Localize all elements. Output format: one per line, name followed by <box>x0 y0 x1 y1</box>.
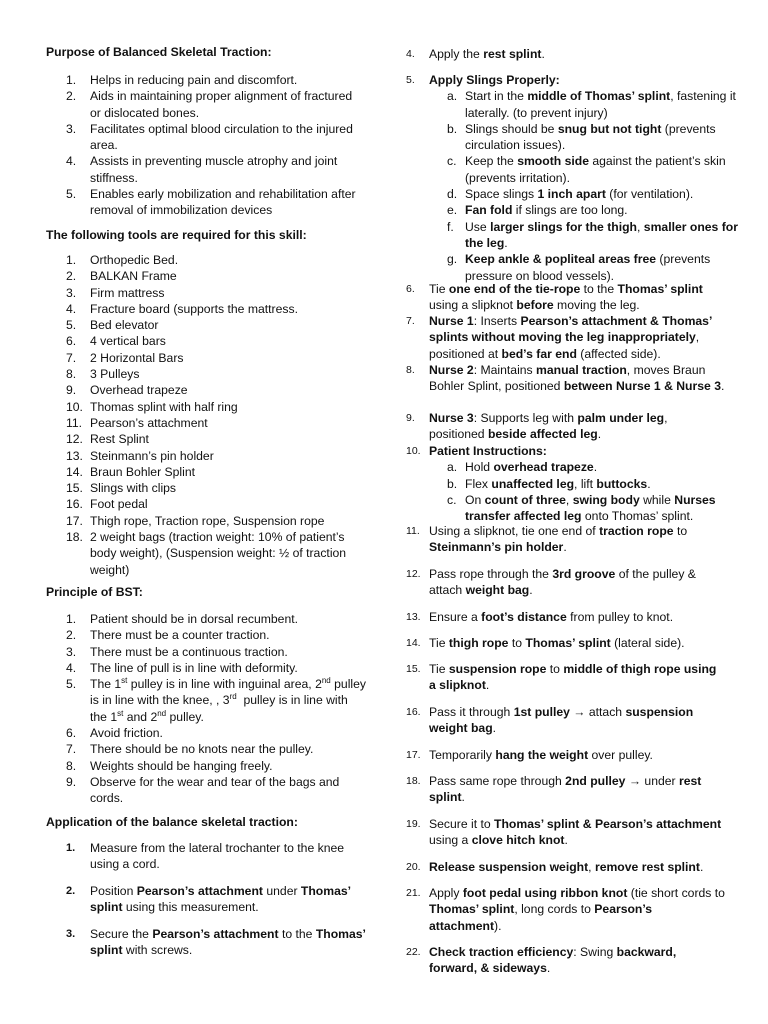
list-item: 3. There must be a continuous traction. <box>66 644 288 659</box>
list-item: 12. Rest Splint <box>66 432 149 447</box>
list-item: 2. Position Pearson’s attachment under Thomas’ splint using this measurement. <box>66 884 351 915</box>
list-item: 16. Pass it through 1st pulley → attach suspension weight bag. <box>406 705 694 736</box>
list-item: 19. Secure it to Thomas’ splint & Pearson’s attachment using a clove hitch knot. <box>406 817 722 848</box>
list-item: 5. Apply Slings Properly: a. Start in the middle of Thomas’ splint, fastening it laterally. (to prevent injury) b. Slings should be snug but not tight (prevents circulation issues). c. Keep the smooth side against the patient’s skin (prevents irritation). d. Space slings 1 inch apart (for ventilation). e. Fan fold if slings are too long. f. Use larger slings for the thigh, smaller ones for the leg. g. Keep ankle & popliteal areas free (prevents pressure on blood vessels). <box>406 72 726 284</box>
list-item: 12. Pass rope through the 3rd groove of the pulley & attach weight bag. <box>406 567 696 598</box>
list-item: 15. Slings with clips <box>66 481 177 496</box>
list-item: a. Start in the middle of Thomas’ splint, fastening it laterally. (to prevent injury) <box>447 89 736 120</box>
list-item: 5. Bed elevator <box>66 318 159 333</box>
list-item: 7. Nurse 1: Inserts Pearson’s attachment & Thomas’ splints without moving the leg inappropriately, positioned at bed’s far end (affected side). <box>406 314 712 361</box>
patient-sublist <box>429 459 726 524</box>
list-item: 8. Nurse 2: Maintains manual traction, moves Braun Bohler Splint, positioned between Nurse 1 & Nurse 3. <box>406 363 725 394</box>
principle-list <box>46 611 366 807</box>
list-item: 10. Patient Instructions: a. Hold overhead trapeze. b. Flex unaffected leg, lift buttocks. c. On count of three, swing body while Nurses transfer affected leg onto Thomas’ splint. <box>406 443 726 524</box>
list-item: 3. Firm mattress <box>66 285 165 300</box>
list-item: 14. Tie thigh rope to Thomas’ splint (lateral side). <box>406 636 685 650</box>
application-heading: Application of the balance skeletal traction: <box>46 815 298 829</box>
tools-heading: The following tools are required for this skill: <box>46 228 307 242</box>
list-item: 18. Pass same rope through 2nd pulley → under rest splint. <box>406 774 702 805</box>
list-item: 22. Check traction efficiency: Swing backward, forward, & sideways. <box>406 945 677 976</box>
list-item: 17. Temporarily hang the weight over pulley. <box>406 748 653 762</box>
tools-list <box>46 252 366 578</box>
list-item: 8. 3 Pulleys <box>66 367 140 382</box>
purpose-list <box>46 72 366 219</box>
list-item: 2. BALKAN Frame <box>66 269 177 284</box>
list-item: 20. Release suspension weight, remove rest splint. <box>406 860 704 874</box>
list-item: 17. Thigh rope, Traction rope, Suspension rope <box>66 513 325 528</box>
list-item: c. Keep the smooth side against the patient’s skin (prevents irritation). <box>447 154 726 185</box>
list-item: 9. Nurse 3: Supports leg with palm under leg, positioned beside affected leg. <box>406 411 668 442</box>
list-item: 21. Apply foot pedal using ribbon knot (tie short cords to Thomas’ splint, long cords to Pearson’s attachment). <box>406 886 725 933</box>
list-item: 9. Observe for the wear and tear of the bags and cords. <box>66 774 340 806</box>
list-item: 16. Foot pedal <box>66 497 148 512</box>
list-item: 7. 2 Horizontal Bars <box>66 350 184 365</box>
slings-sublist <box>429 88 738 284</box>
list-item: e. Fan fold if slings are too long. <box>447 203 628 218</box>
list-item: 6. Avoid friction. <box>66 726 163 741</box>
list-item: 1. Patient should be in dorsal recumbent. <box>66 612 298 626</box>
list-item: 4. Apply the rest splint. <box>406 47 545 61</box>
principle-heading: Principle of BST: <box>46 585 143 599</box>
list-item: 2. There must be a counter traction. <box>66 628 270 643</box>
list-item: 5. Enables early mobilization and rehabilitation after removal of immobilization devices <box>66 187 356 218</box>
list-item: 11. Pearson’s attachment <box>66 415 208 430</box>
list-item: 7. There should be no knots near the pulley. <box>66 742 314 757</box>
purpose-heading: Purpose of Balanced Skeletal Traction: <box>46 45 272 59</box>
list-item: g. Keep ankle & popliteal areas free (prevents pressure on blood vessels). <box>447 252 711 283</box>
list-item: 1. Orthopedic Bed. <box>66 253 179 267</box>
list-item: 9. Overhead trapeze <box>66 383 188 398</box>
list-item: 2. Aids in maintaining proper alignment of fractured or dislocated bones. <box>66 89 353 120</box>
list-item: 3. Facilitates optimal blood circulation to the injured area. <box>66 121 353 153</box>
list-item: 13. Steinmann’s pin holder <box>66 448 214 463</box>
list-item: 6. Tie one end of the tie-rope to the Thomas’ splint using a slipknot before moving the leg. <box>406 282 703 313</box>
list-item: b. Flex unaffected leg, lift buttocks. <box>447 476 651 491</box>
list-item: 3. Secure the Pearson’s attachment to the Thomas’ splint with screws. <box>66 927 366 958</box>
list-item: 13. Ensure a foot’s distance from pulley to knot. <box>406 610 674 624</box>
list-item: 1. Measure from the lateral trochanter to the knee using a cord. <box>66 841 345 872</box>
list-item: 4. Assists in preventing muscle atrophy and joint stiffness. <box>66 154 338 185</box>
list-item: 4. The line of pull is in line with deformity. <box>66 660 298 675</box>
list-item: 14. Braun Bohler Splint <box>66 464 196 479</box>
list-item: 15. Tie suspension rope to middle of thigh rope using a slipknot. <box>406 662 717 693</box>
list-item: 6. 4 vertical bars <box>66 334 166 349</box>
list-item: 11. Using a slipknot, tie one end of traction rope to Steinmann’s pin holder. <box>406 524 688 555</box>
list-item: 18. 2 weight bags (traction weight: 10% of patient’s body weight), (Suspension weight: ½ of traction weight) <box>66 530 347 577</box>
list-item: f. Use larger slings for the thigh, smaller ones for the leg. <box>447 219 738 250</box>
list-item: 5. The 1st pulley is in line with inguinal area, 2nd pulley is in line with the knee, , 3rd pulley is in line with the 1st and 2nd pulley. <box>66 676 366 724</box>
list-item: 10. Thomas splint with half ring <box>66 399 238 414</box>
list-item: b. Slings should be snug but not tight (prevents circulation issues). <box>447 121 716 153</box>
list-item: c. On count of three, swing body while Nurses transfer affected leg onto Thomas’ splint. <box>447 492 716 524</box>
list-item: 1. Helps in reducing pain and discomfort. <box>66 73 298 87</box>
list-item: a. Hold overhead trapeze. <box>447 460 598 475</box>
list-item: 8. Weights should be hanging freely. <box>66 758 273 773</box>
list-item: d. Space slings 1 inch apart (for ventilation). <box>447 187 694 202</box>
list-item: 4. Fracture board (supports the mattress. <box>66 301 298 316</box>
